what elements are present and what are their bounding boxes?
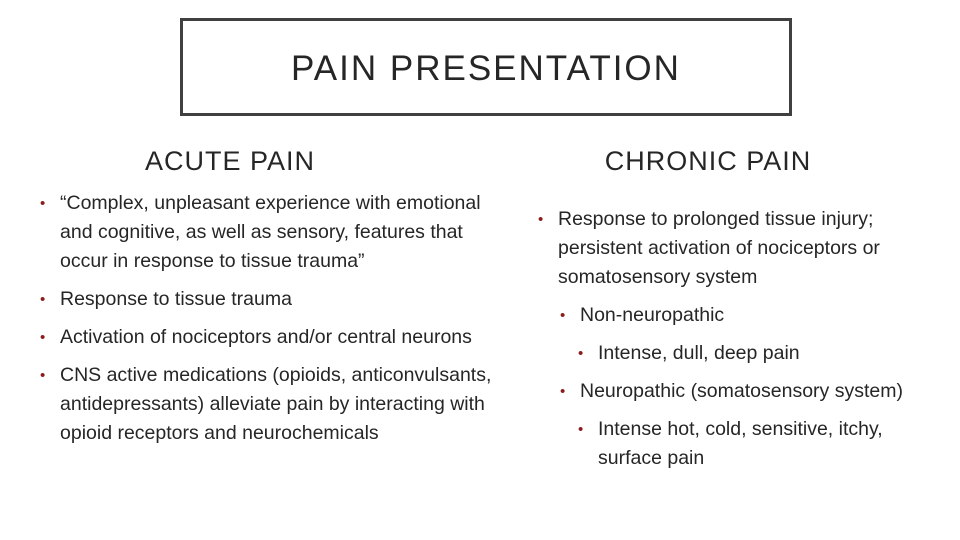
chronic-pain-heading: CHRONIC PAIN — [604, 146, 812, 176]
bullet-dot-icon: • — [560, 383, 566, 400]
bullet-item — [40, 361, 500, 448]
sub-sub-bullet-text: Intense hot, cold, sensitive, itchy, surface pain — [598, 418, 883, 469]
sub-bullet-item — [538, 377, 948, 406]
chronic-pain-column — [538, 205, 948, 482]
bullet-item — [40, 285, 500, 314]
bullet-dot-icon: • — [40, 291, 46, 308]
bullet-dot-icon: • — [40, 195, 46, 212]
acute-pain-column — [40, 189, 500, 457]
bullet-dot-icon: • — [40, 329, 46, 346]
sub-sub-bullet-item — [538, 339, 948, 368]
sub-sub-bullet-text: Intense, dull, deep pain — [598, 342, 800, 364]
sub-bullet-text: Non-neuropathic — [580, 304, 725, 326]
sub-bullet-item — [538, 301, 948, 330]
bullet-text: Response to tissue trauma — [60, 288, 292, 310]
bullet-item — [538, 205, 948, 292]
slide-title: PAIN PRESENTATION — [291, 49, 681, 88]
sub-sub-bullet-item — [538, 415, 948, 473]
title-box — [180, 18, 792, 116]
bullet-text: Response to prolonged tissue injury; persistent activation of nociceptors or somatosensory system — [558, 208, 880, 288]
bullet-text: Activation of nociceptors and/or central neurons — [60, 326, 472, 348]
bullet-item — [40, 189, 500, 276]
bullet-dot-icon: • — [578, 421, 584, 438]
bullet-dot-icon: • — [578, 345, 584, 362]
bullet-dot-icon: • — [560, 307, 566, 324]
bullet-item — [40, 323, 500, 352]
bullet-dot-icon: • — [40, 367, 46, 384]
sub-bullet-text: Neuropathic (somatosensory system) — [580, 380, 903, 402]
bullet-text: “Complex, unpleasant experience with emotional and cognitive, as well as sensory, features that occur in response to tissue trauma” — [60, 192, 481, 272]
acute-pain-heading: ACUTE PAIN — [144, 146, 316, 176]
bullet-dot-icon: • — [538, 211, 544, 228]
bullet-text: CNS active medications (opioids, anticonvulsants, antidepressants) alleviate pain by interacting with opioid receptors and neurochemicals — [60, 364, 492, 444]
